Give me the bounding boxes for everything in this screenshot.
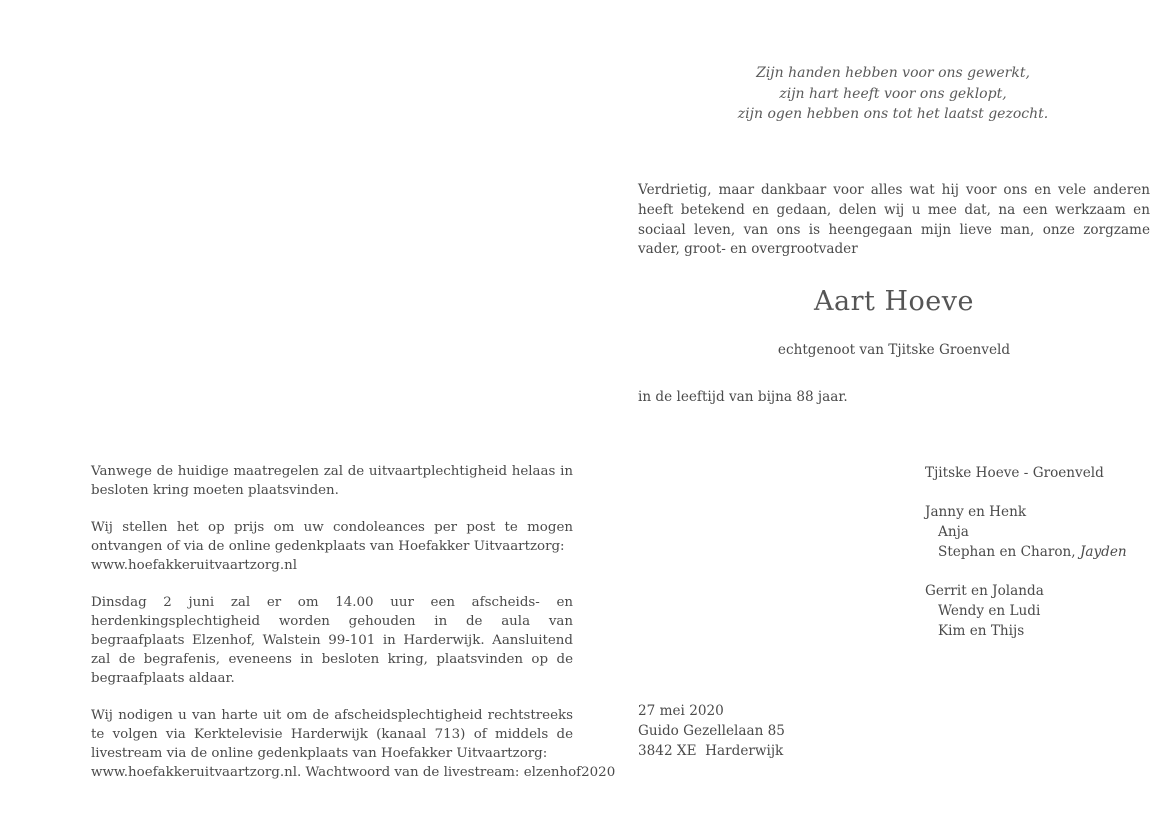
family-child: Stephan en Charon, xyxy=(938,543,1076,560)
family-parents: Gerrit en Jolanda xyxy=(925,583,1044,600)
info-paragraph xyxy=(91,706,616,782)
address-city: 3842 XE Harderwijk xyxy=(638,743,784,759)
info-paragraph: Vanwege de huidige maatregelen zal de uitvaartplechtigheid helaas in besloten kring moeten plaatsvinden. xyxy=(91,464,573,498)
family-child: Wendy en Ludi xyxy=(938,603,1041,620)
family-group xyxy=(925,503,1161,562)
funeral-info xyxy=(91,462,616,800)
family-group xyxy=(925,582,1161,641)
family-parents: Janny en Henk xyxy=(925,504,1027,521)
widow: Tjitske Hoeve - Groenveld xyxy=(925,465,1104,481)
age-line: in de leeftijd van bijna 88 jaar. xyxy=(638,389,848,405)
poem-line: Zijn handen hebben voor ons gewerkt, xyxy=(756,65,1030,81)
info-livestream: www.hoefakkeruitvaartzorg.nl. Wachtwoord van de livestream: elzenhof2020 xyxy=(91,765,616,780)
family-child: Anja xyxy=(938,524,969,541)
family-list xyxy=(925,464,1161,661)
grandchild: Jayden xyxy=(1079,543,1127,560)
info-text: Wij stellen het op prijs om uw condoleances per post te mogen ontvangen of via de online gedenkplaats van Hoefakker Uitvaartzorg: xyxy=(91,520,573,554)
address-street: Guido Gezellelaan 85 xyxy=(638,723,785,739)
deceased-name: Aart Hoeve xyxy=(814,286,974,317)
spouse-line: echtgenoot van Tjitske Groenveld xyxy=(777,342,1011,358)
info-paragraph xyxy=(91,518,573,575)
correspondence-address xyxy=(638,701,898,761)
announcement-intro: Verdrietig, maar dankbaar voor alles wat hij voor ons en vele anderen heeft betekend en gedaan, delen wij u mee dat, na een werkzaam en sociaal leven, van ons is heengegaan mijn lieve man, onze zorgzame vader, groot- en overgrootvader xyxy=(638,182,1150,258)
info-url: www.hoefakkeruitvaartzorg.nl xyxy=(91,558,298,573)
info-paragraph: Dinsdag 2 juni zal er om 14.00 uur een afscheids- en herdenkingsplechtigheid worden gehouden in de aula van begraafplaats Elzenhof, Walstein 99-101 in Harderwijk. Aansluitend zal de begrafenis, eveneens in besloten kring, plaatsvinden op de begraafplaats aldaar. xyxy=(91,595,573,686)
poem-line: zijn hart heeft voor ons geklopt, xyxy=(779,85,1007,102)
address-date: 27 mei 2020 xyxy=(638,703,724,719)
poem-line: zijn ogen hebben ons tot het laatst gezocht. xyxy=(737,106,1049,122)
info-text: Wij nodigen u van harte uit om de afscheidsplechtigheid rechtstreeks te volgen via Kerktelevisie Harderwijk (kanaal 713) of middels de livestream via de online gedenkplaats van Hoefakker Uitvaartzorg: xyxy=(91,708,573,761)
poem xyxy=(640,63,1146,125)
family-child-row xyxy=(925,543,1161,563)
family-child: Kim en Thijs xyxy=(938,622,1025,639)
